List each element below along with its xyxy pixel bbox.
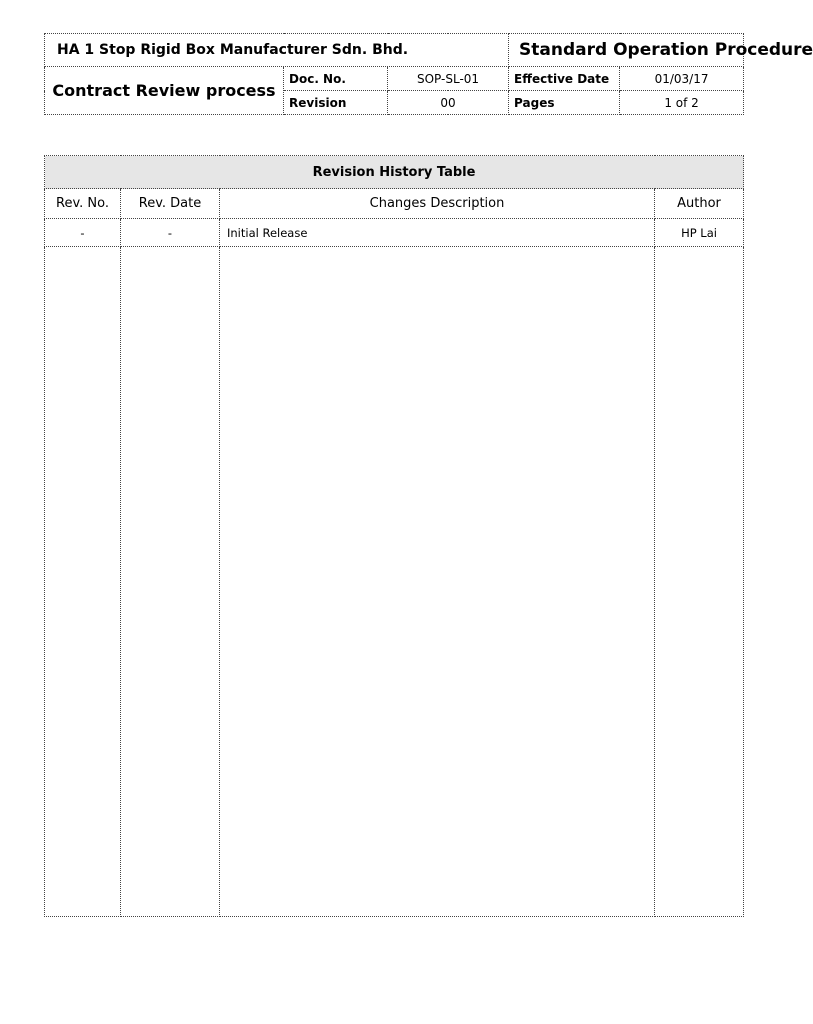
doc-no-label: Doc. No. xyxy=(284,67,388,91)
revision-history-table xyxy=(44,155,744,917)
effective-date-value: 01/03/17 xyxy=(620,67,744,91)
document-type: Standard Operation Procedure xyxy=(509,34,744,67)
empty-cell xyxy=(655,247,744,917)
company-name: HA 1 Stop Rigid Box Manufacturer Sdn. Bhd. xyxy=(45,34,509,67)
pages-value: 1 of 2 xyxy=(620,91,744,115)
column-header-rev-date: Rev. Date xyxy=(121,189,220,219)
column-header-rev-no: Rev. No. xyxy=(45,189,121,219)
revision-table-header-row xyxy=(45,189,744,219)
revision-label: Revision xyxy=(284,91,388,115)
empty-cell xyxy=(45,247,121,917)
rev-no-cell: - xyxy=(45,219,121,247)
effective-date-label: Effective Date xyxy=(509,67,620,91)
document-header-table xyxy=(44,33,813,115)
doc-no-value: SOP-SL-01 xyxy=(388,67,509,91)
empty-cell xyxy=(220,247,655,917)
table-row xyxy=(45,219,744,247)
author-cell: HP Lai xyxy=(655,219,744,247)
pages-label: Pages xyxy=(509,91,620,115)
changes-description-cell: Initial Release xyxy=(220,219,655,247)
rev-date-cell: - xyxy=(121,219,220,247)
revision-value: 00 xyxy=(388,91,509,115)
column-header-author: Author xyxy=(655,189,744,219)
column-header-changes-description: Changes Description xyxy=(220,189,655,219)
empty-table-row xyxy=(45,247,744,917)
revision-table-title: Revision History Table xyxy=(45,156,744,189)
process-title: Contract Review process xyxy=(45,67,284,115)
empty-cell xyxy=(121,247,220,917)
